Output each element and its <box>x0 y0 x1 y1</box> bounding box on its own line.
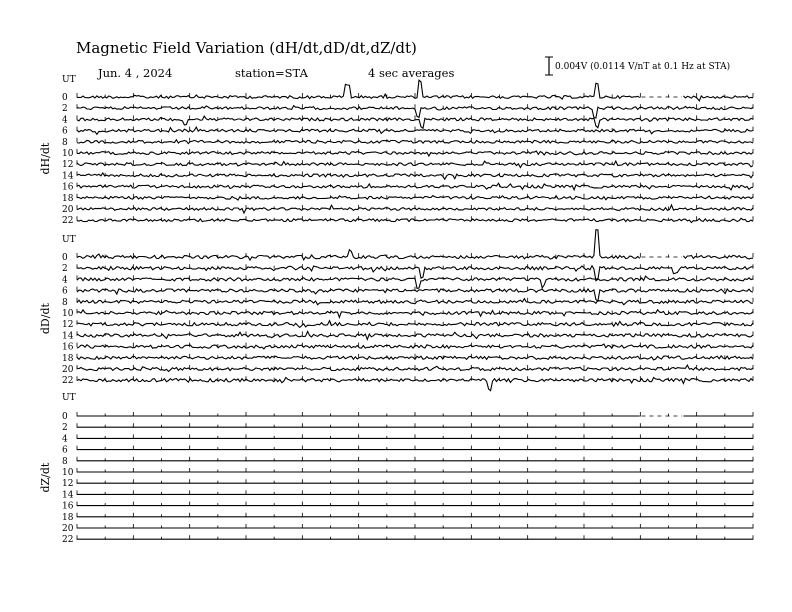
station-label: station=STA <box>235 66 308 80</box>
hour-label: 6 <box>62 126 68 137</box>
trace-line <box>77 276 753 288</box>
hour-label: 2 <box>62 264 68 275</box>
hour-label: 14 <box>62 171 74 182</box>
panel-dD-dt <box>39 230 753 391</box>
scale-bar <box>545 57 553 75</box>
hour-label: 14 <box>62 331 74 342</box>
chart-title: Magnetic Field Variation (dH/dt,dD/dt,dZ/dt) <box>76 39 417 57</box>
hour-label: 8 <box>62 137 68 148</box>
hour-label: 16 <box>62 342 74 353</box>
hour-label: 22 <box>62 535 74 546</box>
hour-label: 12 <box>62 479 74 490</box>
trace-line <box>683 255 753 259</box>
hour-label: 20 <box>62 365 74 375</box>
hour-label: 20 <box>62 524 74 534</box>
hour-label: 6 <box>62 286 68 297</box>
hour-label: 2 <box>62 423 68 434</box>
hour-label: 6 <box>62 445 68 456</box>
hour-label: 18 <box>62 193 74 204</box>
hour-label: 18 <box>62 512 74 523</box>
panel-dH-dt <box>39 75 753 226</box>
panels <box>39 75 753 545</box>
y-axis-label: dD/dt <box>39 303 52 335</box>
ut-label: UT <box>62 235 76 245</box>
panel-dZ-dt <box>39 393 753 545</box>
hour-label: 4 <box>62 115 68 126</box>
hour-label: 12 <box>62 320 74 331</box>
hour-label: 16 <box>62 182 74 193</box>
date-label: Jun. 4 , 2024 <box>98 66 173 80</box>
hour-label: 10 <box>62 309 74 319</box>
hour-label: 0 <box>62 253 68 263</box>
y-axis-label: dZ/dt <box>39 462 52 493</box>
hour-label: 12 <box>62 160 74 171</box>
ut-label: UT <box>62 393 76 403</box>
hour-label: 10 <box>62 468 74 478</box>
trace-line <box>683 96 753 101</box>
hour-label: 10 <box>62 149 74 159</box>
ut-label: UT <box>62 75 76 85</box>
hour-label: 16 <box>62 501 74 512</box>
hour-label: 20 <box>62 205 74 215</box>
hour-label: 22 <box>62 376 74 387</box>
averaging-label: 4 sec averages <box>368 66 455 80</box>
hour-label: 8 <box>62 456 68 467</box>
hour-label: 8 <box>62 297 68 308</box>
hour-label: 4 <box>62 434 68 445</box>
hour-label: 0 <box>62 93 68 103</box>
hour-label: 22 <box>62 216 74 227</box>
hour-label: 2 <box>62 104 68 115</box>
hour-label: 18 <box>62 353 74 364</box>
y-axis-label: dH/dt <box>39 142 52 175</box>
hour-label: 4 <box>62 275 68 286</box>
hour-label: 0 <box>62 412 68 422</box>
hour-label: 14 <box>62 490 74 501</box>
scale-label: 0.004V (0.0114 V/nT at 0.1 Hz at STA) <box>555 62 731 72</box>
